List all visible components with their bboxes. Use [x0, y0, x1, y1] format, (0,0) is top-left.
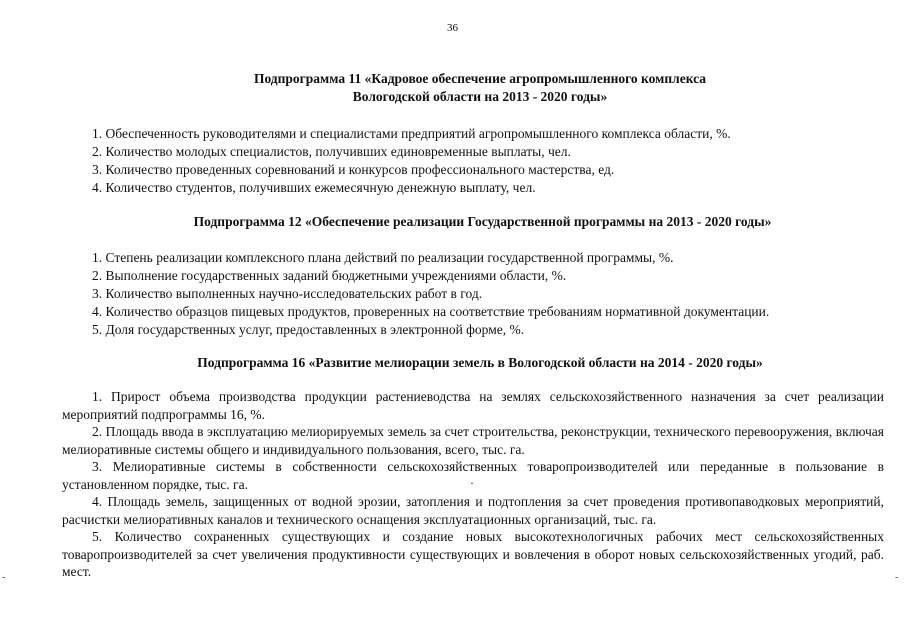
- page-number: 36: [447, 22, 458, 34]
- subprogram-11-title: [200, 70, 760, 106]
- subprogram-16-title: Подпрограмма 16 «Развитие мелиорации земель в Вологодской области на 2014 - 2020 годы»: [197, 355, 763, 370]
- list-item: 5. Доля государственных услуг, предоставленных в электронной форме, %.: [92, 322, 525, 337]
- paragraph: 4. Площадь земель, защищенных от водной эрозии, затопления и подтопления за счет проведения противопаводковых мероприятий, расчистки мелиоративных каналов и технического оснащения эксплуатационных организаций, тыс. га.: [62, 494, 884, 527]
- list-item: 2. Выполнение государственных заданий бюджетными учреждениями области, %.: [92, 268, 567, 283]
- list-item: 1. Обеспеченность руководителями и специалистами предприятий агропромышленного комплекса области, %.: [92, 126, 731, 141]
- paragraph: 2. Площадь ввода в эксплуатацию мелиорируемых земель за счет строительства, реконструкции, технического перевооружения, включая мелиоративные системы общего и индивидуального пользования, всего, тыс. га.: [62, 424, 884, 457]
- subprogram-11-indicators: [92, 125, 731, 197]
- paragraph: 5. Количество сохраненных существующих и создание новых высокотехнологичных рабочих мест сельскохозяйственных товаропроизводителей за счет увеличения продуктивности существующих и вовлечения в оборот новых сельскохозяйственных угодий, раб. мест.: [62, 529, 884, 579]
- list-item: 2. Количество молодых специалистов, получивших единовременные выплаты, чел.: [92, 144, 571, 159]
- subprogram-12-indicators: [92, 249, 769, 339]
- list-item: 3. Количество проведенных соревнований и конкурсов профессионального мастерства, ед.: [92, 162, 615, 177]
- paragraph: 1. Прирост объема производства продукции растениеводства на землях сельскохозяйственного назначения за счет реализации мероприятий подпрограммы 16, %.: [62, 389, 884, 422]
- list-item: 4. Количество студентов, получивших ежемесячную денежную выплату, чел.: [92, 180, 536, 195]
- paragraph: 3. Мелиоративные системы в собственности сельскохозяйственных товаропроизводителей или переданные в пользование в установленном порядке, тыс. га.: [62, 459, 884, 492]
- scan-dot: ·: [470, 476, 474, 490]
- scan-edge-mark-left: -: [2, 572, 6, 583]
- scan-edge-mark-right: -: [895, 572, 899, 583]
- list-item: 3. Количество выполненных научно-исследовательских работ в год.: [92, 286, 483, 301]
- subprogram-11-title-line1: Подпрограмма 11 «Кадровое обеспечение агропромышленного комплекса: [253, 71, 707, 86]
- list-item: 4. Количество образцов пищевых продуктов, проверенных на соответствие требованиям нормативной документации.: [92, 304, 770, 319]
- list-item: 1. Степень реализации комплексного плана действий по реализации государственной программы, %.: [92, 250, 674, 265]
- subprogram-11-title-line2: Вологодской области на 2013 - 2020 годы»: [352, 89, 608, 104]
- subprogram-12-title: Подпрограмма 12 «Обеспечение реализации Государственной программы на 2013 - 2020 годы»: [193, 214, 772, 229]
